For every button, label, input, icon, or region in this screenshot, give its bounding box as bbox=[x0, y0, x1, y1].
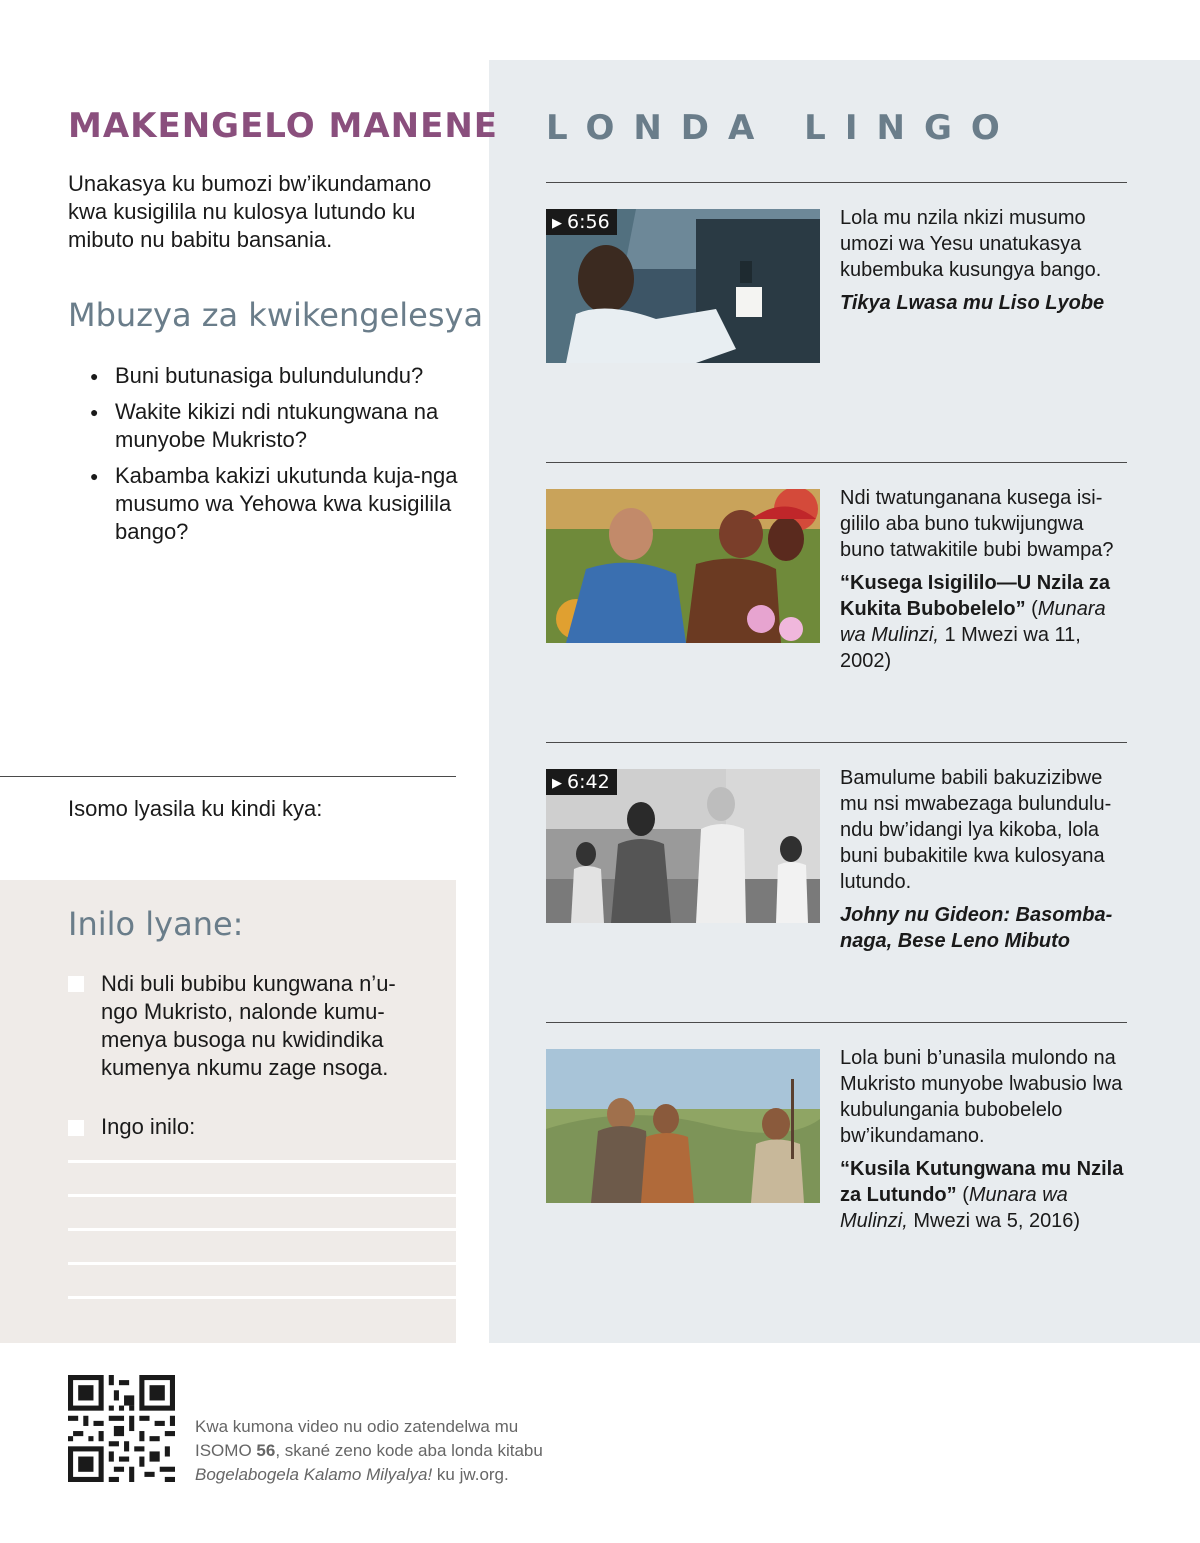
writing-line[interactable] bbox=[68, 1228, 456, 1231]
review-questions-list bbox=[90, 362, 460, 554]
goal-checkbox[interactable] bbox=[68, 976, 84, 992]
review-question: ● Wakite kikizi ndi ntukungwana na munyobe Mukristo? bbox=[90, 398, 460, 454]
review-question: ● Kabamba kakizi ukutunda kuja-nga musumo wa Yehowa kwa kusigilila bango? bbox=[90, 462, 460, 546]
video-duration: 6:42 bbox=[567, 771, 610, 793]
review-question: ● Buni butunasiga bulundulundu? bbox=[90, 362, 460, 390]
footer-note bbox=[195, 1415, 615, 1487]
writing-line[interactable] bbox=[68, 1194, 456, 1197]
goal-checkbox[interactable] bbox=[68, 1120, 84, 1136]
review-questions-heading: Mbuzya za kwikengelesya bbox=[68, 296, 484, 334]
divider bbox=[546, 182, 1127, 183]
source-paren: ( bbox=[956, 1184, 969, 1206]
article-thumbnail[interactable] bbox=[546, 489, 820, 643]
source-title: Tikya Lwasa mu Liso Lyobe bbox=[840, 292, 1105, 314]
item-description: Ndi twatunganana kusega isi-gililo aba buno tukwijungwa buno tatwakitile bubi bwampa? bbox=[840, 487, 1114, 561]
divider bbox=[0, 776, 456, 777]
video-duration-badge bbox=[546, 209, 617, 235]
goal-text: Ndi buli bubibu kungwana n’u-ngo Mukristo, nalonde kumu-menya busoga nu kwidindika kumenya nkumu zage nsoga. bbox=[101, 971, 396, 1080]
play-icon: ▶ bbox=[552, 776, 562, 791]
source-publication: Munara wa Mulinzi, bbox=[840, 1184, 1068, 1232]
footer-lesson-label: ISOMO bbox=[195, 1441, 257, 1460]
footer-book-title: Bogelabogela Kalamo Milyalya! bbox=[195, 1465, 433, 1484]
video-thumbnail[interactable] bbox=[546, 209, 820, 363]
footer-line: Kwa kumona video nu odio zatendelwa mu bbox=[195, 1417, 519, 1436]
article-thumbnail[interactable] bbox=[546, 1049, 820, 1203]
goal-text: Ingo inilo: bbox=[101, 1114, 196, 1139]
item-source[interactable] bbox=[840, 902, 1130, 954]
section-title-further-reading: LONDA LINGO bbox=[546, 108, 1019, 148]
lesson-completed-note: Isomo lyasila ku kindi kya: bbox=[68, 796, 323, 821]
play-icon: ▶ bbox=[552, 216, 562, 231]
footer-lesson-number: 56 bbox=[256, 1441, 276, 1460]
goals-heading: Inilo lyane: bbox=[68, 905, 244, 943]
video-duration: 6:56 bbox=[567, 211, 610, 233]
source-date: Mwezi wa 5, 2016) bbox=[907, 1210, 1081, 1232]
footer-line bbox=[195, 1439, 615, 1463]
writing-line[interactable] bbox=[68, 1296, 456, 1299]
source-title: “Kusila Kutungwana mu Nzila za Lutundo” bbox=[840, 1158, 1124, 1206]
source-publication: Munara wa Mulinzi, bbox=[840, 598, 1106, 646]
item-description: Lola mu nzila nkizi musumo umozi wa Yesu unatukasya kubembuka kusungya bango. bbox=[840, 207, 1102, 281]
divider bbox=[546, 742, 1127, 743]
video-duration-badge bbox=[546, 769, 617, 795]
source-date: 1 Mwezi wa 11, 2002) bbox=[840, 624, 1081, 672]
source-title: Johny nu Gideon: Basomba-naga, Bese Leno Mibuto bbox=[840, 904, 1113, 952]
item-description: Lola buni b’unasila mulondo na Mukristo munyobe lwabusio lwa kubulungania bubobelelo bw’ikundamano. bbox=[840, 1047, 1123, 1147]
goals-panel bbox=[0, 880, 456, 1343]
divider bbox=[546, 1022, 1127, 1023]
source-title: “Kusega Isigililo—U Nzila za Kukita Bubobelelo” bbox=[840, 572, 1111, 620]
article-thumbnail-icon bbox=[546, 1049, 820, 1203]
divider bbox=[546, 462, 1127, 463]
writing-line[interactable] bbox=[68, 1262, 456, 1265]
item-source[interactable] bbox=[840, 290, 1130, 316]
qr-code-icon[interactable] bbox=[68, 1375, 175, 1482]
item-source[interactable] bbox=[840, 1156, 1130, 1234]
footer-line bbox=[195, 1463, 615, 1487]
video-thumbnail[interactable] bbox=[546, 769, 820, 923]
section-title-summary: MAKENGELO MANENE bbox=[68, 106, 499, 146]
article-thumbnail-icon bbox=[546, 489, 820, 643]
item-description: Bamulume babili bakuzizibwe mu nsi mwabezaga bulundulu-ndu bw’idangi lya kikoba, lola buni bubakitile kwa kulosyana lutundo. bbox=[840, 767, 1112, 893]
summary-text: Unakasya ku bumozi bw’ikundamano kwa kusigilila nu kulosya lutundo ku mibuto nu babitu bansania. bbox=[68, 171, 432, 252]
source-paren: ( bbox=[1025, 598, 1038, 620]
footer-site: ku jw.org. bbox=[432, 1465, 509, 1484]
item-source[interactable] bbox=[840, 570, 1130, 674]
writing-line[interactable] bbox=[68, 1160, 456, 1163]
footer-line-text: , skané zeno kode aba londa kitabu bbox=[275, 1441, 543, 1460]
